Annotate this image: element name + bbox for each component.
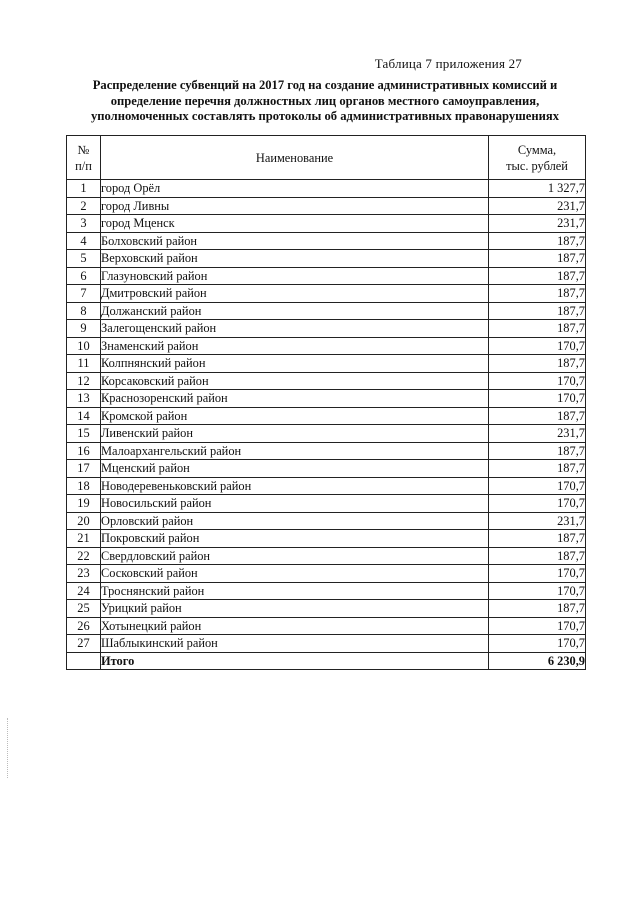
row-name: город Орёл: [101, 180, 489, 198]
row-amount: 170,7: [489, 635, 586, 653]
row-name: город Ливны: [101, 197, 489, 215]
row-amount: 187,7: [489, 600, 586, 618]
row-number: 27: [67, 635, 101, 653]
table-header-row: [67, 136, 586, 180]
row-name: Колпнянский район: [101, 355, 489, 373]
document-heading: [60, 78, 590, 125]
row-amount: 187,7: [489, 250, 586, 268]
row-amount: 170,7: [489, 390, 586, 408]
margin-marks: [7, 718, 11, 778]
row-number: 18: [67, 477, 101, 495]
row-number: 16: [67, 442, 101, 460]
row-number: 5: [67, 250, 101, 268]
heading-line-2: определение перечня должностных лиц органов местного самоуправления,: [110, 93, 540, 108]
heading-line-1: Распределение субвенций на 2017 год на создание административных комиссий и: [92, 78, 558, 92]
row-number: 11: [67, 355, 101, 373]
row-number: 21: [67, 530, 101, 548]
row-amount: 1 327,7: [489, 180, 586, 198]
row-amount: 231,7: [489, 425, 586, 443]
table-row: [67, 197, 586, 215]
row-number: 25: [67, 600, 101, 618]
row-name: Дмитровский район: [101, 285, 489, 303]
row-amount: 187,7: [489, 442, 586, 460]
table-row: [67, 250, 586, 268]
table-row: [67, 285, 586, 303]
row-name: Троснянский район: [101, 582, 489, 600]
table-row: [67, 600, 586, 618]
row-number: 2: [67, 197, 101, 215]
row-name: Должанский район: [101, 302, 489, 320]
row-name: Залегощенский район: [101, 320, 489, 338]
row-amount: 170,7: [489, 337, 586, 355]
row-name: Краснозоренский район: [101, 390, 489, 408]
row-name: Урицкий район: [101, 600, 489, 618]
row-name: Мценский район: [101, 460, 489, 478]
row-name: Глазуновский район: [101, 267, 489, 285]
table-row: [67, 232, 586, 250]
row-number: 19: [67, 495, 101, 513]
table-row: [67, 337, 586, 355]
row-number: 7: [67, 285, 101, 303]
row-name: Новосильский район: [101, 495, 489, 513]
row-number: 24: [67, 582, 101, 600]
subsidy-table: [66, 135, 586, 670]
row-name: Малоархангельский район: [101, 442, 489, 460]
row-amount: 170,7: [489, 582, 586, 600]
row-name: Корсаковский район: [101, 372, 489, 390]
total-label: Итого: [101, 652, 489, 669]
total-row: [67, 652, 586, 669]
row-amount: 170,7: [489, 495, 586, 513]
table-row: [67, 180, 586, 198]
row-number: 9: [67, 320, 101, 338]
row-amount: 187,7: [489, 285, 586, 303]
col-header-amount: [489, 136, 586, 180]
row-amount: 187,7: [489, 320, 586, 338]
row-name: Новодеревеньковский район: [101, 477, 489, 495]
table-body: [67, 180, 586, 670]
row-amount: 231,7: [489, 215, 586, 233]
table-row: [67, 372, 586, 390]
row-name: Орловский район: [101, 512, 489, 530]
table-row: [67, 425, 586, 443]
table-caption: Таблица 7 приложения 27: [374, 56, 522, 71]
row-name: Знаменский район: [101, 337, 489, 355]
row-amount: 170,7: [489, 617, 586, 635]
table-row: [67, 635, 586, 653]
col-header-name: Наименование: [101, 136, 489, 180]
row-name: Верховский район: [101, 250, 489, 268]
col-header-amount-text: Сумма, тыс. рублей: [506, 142, 568, 173]
heading-line-3: уполномоченных составлять протоколы об административных правонарушениях: [90, 109, 560, 123]
row-name: Кромской район: [101, 407, 489, 425]
col-header-number-text: № п/п: [75, 142, 92, 173]
table-row: [67, 495, 586, 513]
row-number: 12: [67, 372, 101, 390]
row-name: Ливенский район: [101, 425, 489, 443]
row-name: город Мценск: [101, 215, 489, 233]
table-row: [67, 215, 586, 233]
table-row: [67, 390, 586, 408]
table-row: [67, 407, 586, 425]
table-row: [67, 442, 586, 460]
table-row: [67, 477, 586, 495]
table-row: [67, 355, 586, 373]
row-name: Болховский район: [101, 232, 489, 250]
row-number: 15: [67, 425, 101, 443]
row-number: 4: [67, 232, 101, 250]
row-number: 23: [67, 565, 101, 583]
row-number: 13: [67, 390, 101, 408]
row-amount: 187,7: [489, 460, 586, 478]
table-row: [67, 320, 586, 338]
row-number: 17: [67, 460, 101, 478]
table-row: [67, 547, 586, 565]
row-name: Хотынецкий район: [101, 617, 489, 635]
row-number: 20: [67, 512, 101, 530]
row-number: 22: [67, 547, 101, 565]
row-amount: 187,7: [489, 530, 586, 548]
row-amount: 187,7: [489, 302, 586, 320]
row-amount: 187,7: [489, 355, 586, 373]
table-row: [67, 302, 586, 320]
row-name: Сосковский район: [101, 565, 489, 583]
row-amount: 187,7: [489, 267, 586, 285]
row-amount: 231,7: [489, 197, 586, 215]
row-amount: 187,7: [489, 232, 586, 250]
row-amount: 187,7: [489, 547, 586, 565]
row-number: 6: [67, 267, 101, 285]
table-row: [67, 530, 586, 548]
row-name: Свердловский район: [101, 547, 489, 565]
row-number: 10: [67, 337, 101, 355]
row-number: 8: [67, 302, 101, 320]
table-row: [67, 267, 586, 285]
row-amount: 231,7: [489, 512, 586, 530]
row-name: Покровский район: [101, 530, 489, 548]
table-row: [67, 565, 586, 583]
row-number: 14: [67, 407, 101, 425]
table-row: [67, 460, 586, 478]
row-name: Шаблыкинский район: [101, 635, 489, 653]
row-amount: 170,7: [489, 372, 586, 390]
row-number: 26: [67, 617, 101, 635]
total-number-cell: [67, 652, 101, 669]
row-amount: 170,7: [489, 565, 586, 583]
row-number: 3: [67, 215, 101, 233]
total-amount: 6 230,9: [489, 652, 586, 669]
row-amount: 187,7: [489, 407, 586, 425]
table-row: [67, 582, 586, 600]
table-row: [67, 512, 586, 530]
row-number: 1: [67, 180, 101, 198]
col-header-number: [67, 136, 101, 180]
row-amount: 170,7: [489, 477, 586, 495]
table-row: [67, 617, 586, 635]
